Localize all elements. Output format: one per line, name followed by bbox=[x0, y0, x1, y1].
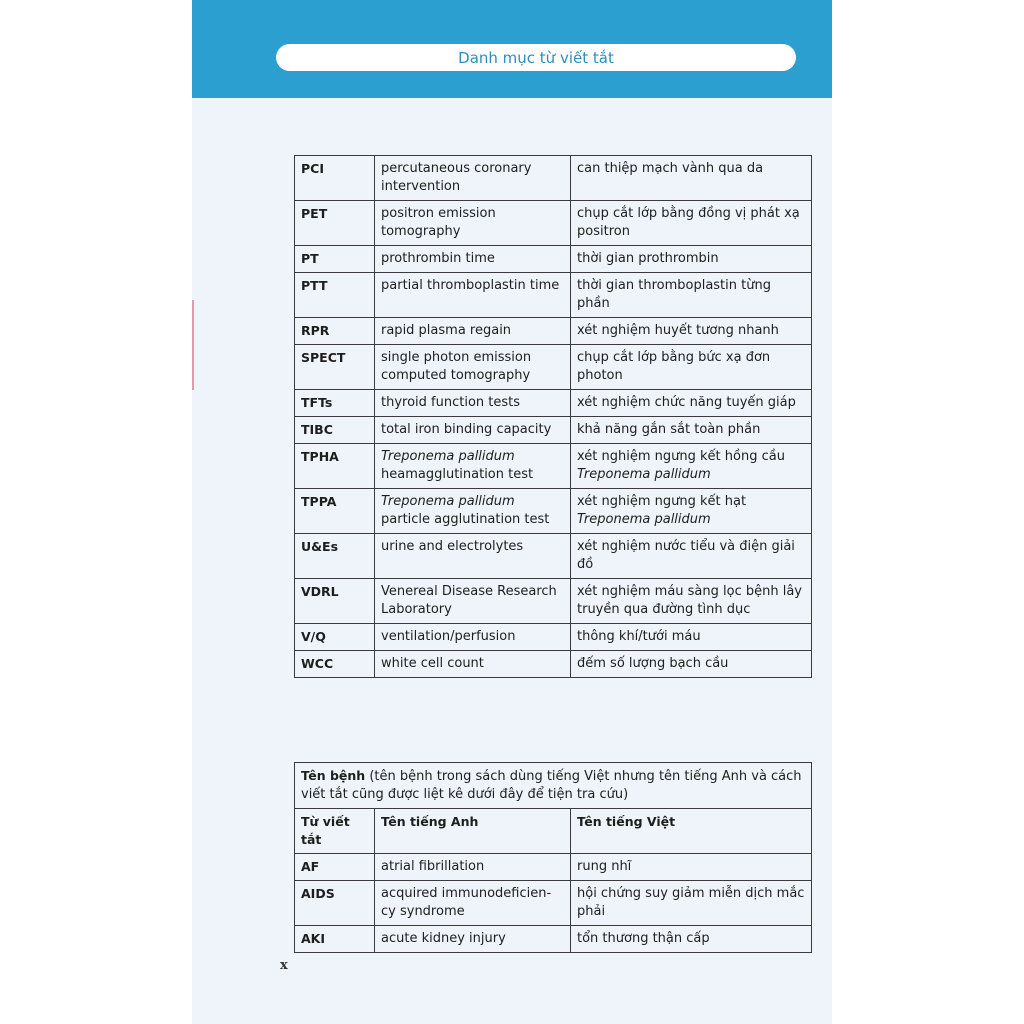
abbr-cell bbox=[295, 579, 375, 624]
abbr-cell bbox=[295, 444, 375, 489]
table-row bbox=[295, 390, 812, 417]
header-band bbox=[192, 0, 832, 98]
table-row bbox=[295, 534, 812, 579]
abbr-cell bbox=[295, 534, 375, 579]
abbr-cell bbox=[295, 926, 375, 953]
vietnamese-cell bbox=[571, 390, 812, 417]
table-row bbox=[295, 273, 812, 318]
english-cell bbox=[375, 318, 571, 345]
english-cell-text: rapid plasma regain bbox=[381, 323, 512, 338]
english-cell-text: percutaneous coronary intervention bbox=[381, 161, 532, 194]
abbr-cell-text: AKI bbox=[301, 931, 326, 946]
vietnamese-cell-text: rung nhĩ bbox=[577, 859, 632, 874]
abbreviation-table bbox=[294, 155, 812, 678]
vietnamese-cell bbox=[571, 534, 812, 579]
english-cell-italic: Treponema pallidum bbox=[381, 494, 515, 509]
vietnamese-cell-text: xét nghiệm huyết tương nhanh bbox=[577, 323, 779, 338]
english-cell-text: acquired immunodeficien-cy syndrome bbox=[381, 886, 552, 919]
abbr-cell-text: PET bbox=[301, 206, 328, 221]
vietnamese-cell bbox=[571, 201, 812, 246]
abbr-cell-text: AF bbox=[301, 859, 320, 874]
abbr-cell-text: WCC bbox=[301, 656, 334, 671]
vietnamese-cell bbox=[571, 417, 812, 444]
abbr-cell-text: TPPA bbox=[301, 494, 337, 509]
abbr-cell bbox=[295, 273, 375, 318]
abbr-cell-text: VDRL bbox=[301, 584, 339, 599]
disease-intro-cell bbox=[295, 763, 812, 809]
disease-table bbox=[294, 762, 812, 953]
vietnamese-cell-text: hội chứng suy giảm miễn dịch mắc phải bbox=[577, 886, 805, 919]
table-row bbox=[295, 318, 812, 345]
table-row bbox=[295, 345, 812, 390]
abbr-cell-text: TPHA bbox=[301, 449, 339, 464]
english-cell-text: total iron binding capacity bbox=[381, 422, 552, 437]
vietnamese-cell-text: can thiệp mạch vành qua da bbox=[577, 161, 764, 176]
table-row bbox=[295, 926, 812, 953]
vietnamese-cell-text: xét nghiệm chức năng tuyến giáp bbox=[577, 395, 796, 410]
vietnamese-cell bbox=[571, 881, 812, 926]
english-cell-text: partial thromboplastin time bbox=[381, 278, 560, 293]
vietnamese-cell-text: thông khí/tưới máu bbox=[577, 629, 701, 644]
english-cell-text: thyroid function tests bbox=[381, 395, 521, 410]
abbr-cell bbox=[295, 881, 375, 926]
vietnamese-cell bbox=[571, 579, 812, 624]
abbr-cell-text: TIBC bbox=[301, 422, 333, 437]
vietnamese-cell-italic: Treponema pallidum bbox=[577, 512, 711, 527]
abbr-cell-text: U&Es bbox=[301, 539, 339, 554]
header-english: Tên tiếng Anh bbox=[375, 809, 571, 854]
english-cell-italic: Treponema pallidum bbox=[381, 449, 515, 464]
abbr-cell bbox=[295, 624, 375, 651]
disease-header-row bbox=[295, 809, 812, 854]
english-cell-text: ventilation/perfusion bbox=[381, 629, 516, 644]
table-row bbox=[295, 881, 812, 926]
english-cell-text: heamagglutination test bbox=[381, 467, 534, 482]
english-cell-text: atrial fibrillation bbox=[381, 859, 485, 874]
table-row bbox=[295, 417, 812, 444]
vietnamese-cell bbox=[571, 651, 812, 678]
disease-intro-text: (tên bệnh trong sách dùng tiếng Việt nhưng tên tiếng Anh và cách viết tắt cũng được liệt kê dưới đây để tiện tra cứu) bbox=[301, 769, 802, 802]
table-row bbox=[295, 651, 812, 678]
abbr-cell bbox=[295, 246, 375, 273]
abbr-cell bbox=[295, 156, 375, 201]
table-row bbox=[295, 201, 812, 246]
header-abbr: Từ viết tắt bbox=[295, 809, 375, 854]
english-cell-text: positron emission tomography bbox=[381, 206, 496, 239]
vietnamese-cell bbox=[571, 318, 812, 345]
english-cell bbox=[375, 273, 571, 318]
vietnamese-cell bbox=[571, 854, 812, 881]
abbr-cell-text: RPR bbox=[301, 323, 330, 338]
disease-intro-row bbox=[295, 763, 812, 809]
header-vietnamese: Tên tiếng Việt bbox=[571, 809, 812, 854]
vietnamese-cell-text: thời gian thromboplastin từng phần bbox=[577, 278, 771, 311]
abbr-cell-text: V/Q bbox=[301, 629, 326, 644]
vietnamese-cell bbox=[571, 624, 812, 651]
page-number: x bbox=[280, 958, 288, 973]
english-cell-text: acute kidney injury bbox=[381, 931, 506, 946]
abbr-cell-text: TFTs bbox=[301, 395, 333, 410]
vietnamese-cell-text: tổn thương thận cấp bbox=[577, 931, 710, 946]
abbr-cell bbox=[295, 201, 375, 246]
table-row bbox=[295, 156, 812, 201]
disease-intro-title: Tên bệnh bbox=[301, 768, 366, 783]
english-cell bbox=[375, 444, 571, 489]
abbr-cell bbox=[295, 854, 375, 881]
english-cell bbox=[375, 651, 571, 678]
english-cell bbox=[375, 390, 571, 417]
english-cell bbox=[375, 579, 571, 624]
vietnamese-cell bbox=[571, 489, 812, 534]
english-cell-text: white cell count bbox=[381, 656, 484, 671]
abbr-cell bbox=[295, 489, 375, 534]
vietnamese-cell bbox=[571, 273, 812, 318]
page-edge-mark bbox=[192, 300, 194, 390]
table-row bbox=[295, 246, 812, 273]
vietnamese-cell-italic: Treponema pallidum bbox=[577, 467, 711, 482]
vietnamese-cell-text: chụp cắt lớp bằng bức xạ đơn photon bbox=[577, 350, 771, 383]
abbr-cell-text: AIDS bbox=[301, 886, 335, 901]
english-cell bbox=[375, 345, 571, 390]
vietnamese-cell-text: xét nghiệm ngưng kết hạt bbox=[577, 494, 747, 509]
abbr-cell bbox=[295, 651, 375, 678]
english-cell bbox=[375, 156, 571, 201]
abbr-cell-text: PTT bbox=[301, 278, 328, 293]
abbr-cell bbox=[295, 345, 375, 390]
abbr-cell bbox=[295, 417, 375, 444]
vietnamese-cell-text: xét nghiệm ngưng kết hồng cầu bbox=[577, 449, 785, 464]
english-cell bbox=[375, 489, 571, 534]
table-row bbox=[295, 854, 812, 881]
vietnamese-cell bbox=[571, 156, 812, 201]
table-row bbox=[295, 579, 812, 624]
abbr-cell-text: PT bbox=[301, 251, 319, 266]
english-cell bbox=[375, 881, 571, 926]
english-cell-text: urine and electrolytes bbox=[381, 539, 524, 554]
english-cell bbox=[375, 246, 571, 273]
english-cell-text: prothrombin time bbox=[381, 251, 495, 266]
vietnamese-cell-text: chụp cắt lớp bằng đồng vị phát xạ positron bbox=[577, 206, 800, 239]
vietnamese-cell-text: thời gian prothrombin bbox=[577, 251, 719, 266]
abbr-cell-text: SPECT bbox=[301, 350, 346, 365]
english-cell bbox=[375, 417, 571, 444]
vietnamese-cell-text: xét nghiệm máu sàng lọc bệnh lây truyền qua đường tình dục bbox=[577, 584, 802, 617]
abbr-cell bbox=[295, 390, 375, 417]
vietnamese-cell-text: đếm số lượng bạch cầu bbox=[577, 656, 729, 671]
abbr-cell bbox=[295, 318, 375, 345]
english-cell bbox=[375, 854, 571, 881]
vietnamese-cell-text: khả năng gắn sắt toàn phần bbox=[577, 422, 761, 437]
english-cell-text: Venereal Disease Research Laboratory bbox=[381, 584, 557, 617]
vietnamese-cell bbox=[571, 444, 812, 489]
vietnamese-cell bbox=[571, 926, 812, 953]
english-cell bbox=[375, 624, 571, 651]
english-cell-text: particle agglutination test bbox=[381, 512, 550, 527]
vietnamese-cell bbox=[571, 246, 812, 273]
table-row bbox=[295, 489, 812, 534]
book-page bbox=[192, 0, 832, 1024]
english-cell bbox=[375, 534, 571, 579]
title-pill bbox=[276, 44, 796, 71]
vietnamese-cell-text: xét nghiệm nước tiểu và điện giải đồ bbox=[577, 539, 795, 572]
english-cell bbox=[375, 201, 571, 246]
english-cell bbox=[375, 926, 571, 953]
abbr-cell-text: PCI bbox=[301, 161, 324, 176]
table-row bbox=[295, 624, 812, 651]
vietnamese-cell bbox=[571, 345, 812, 390]
english-cell-text: single photon emission computed tomography bbox=[381, 350, 532, 383]
table-row bbox=[295, 444, 812, 489]
page-title: Danh mục từ viết tắt bbox=[458, 48, 614, 67]
